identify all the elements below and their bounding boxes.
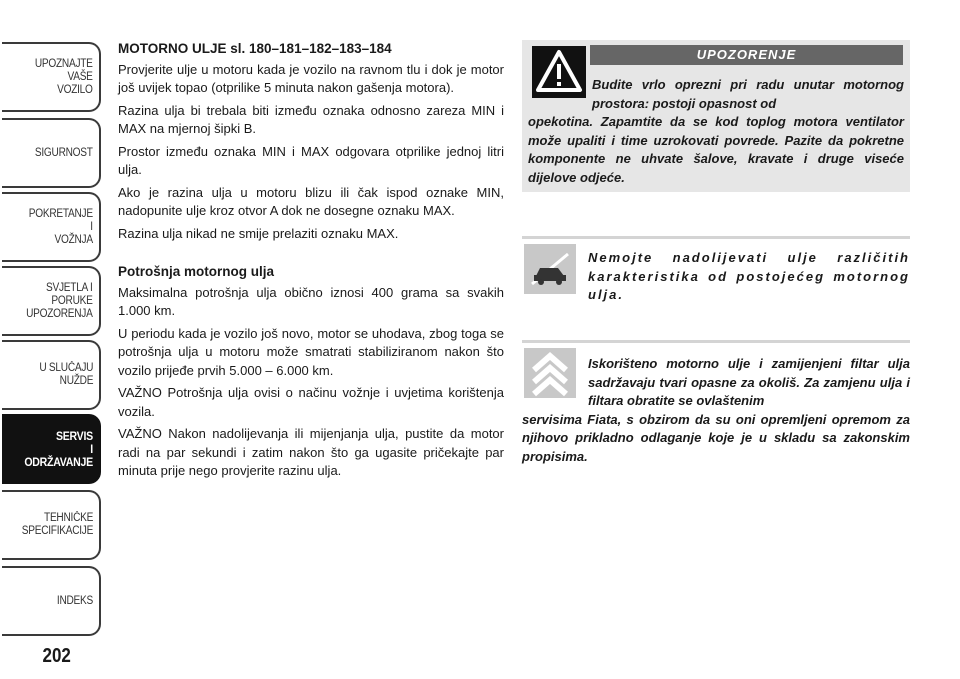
paragraph: VAŽNO Potrošnja ulja ovisi o načinu vožnje i uvjetima korištenja vozila. [118,385,504,419]
paragraph: Prostor između oznaka MIN i MAX odgovara otprilike jednoj litri ulja. [118,143,504,177]
tab-servis-i-odrzavanje[interactable] [2,414,101,484]
tab-label: SERVIS I ODRŽAVANJE [24,428,93,469]
section-heading: MOTORNO ULJE sl. 180–181–182–183–184 [118,41,392,56]
paragraph: U periodu kada je vozilo još novo, motor se uhodava, zbog toga se potrošnja ulja u motoru može smatrati stabiliziranom nakon što vozilo prijeđe prvih 5.000 – 6.000 km. [118,325,504,378]
tab-label: UPOZNAJTE VAŠE VOZILO [35,57,93,96]
tab-indeks[interactable] [2,566,101,636]
warning-box [522,40,910,192]
tab-label: POKRETANJE I VOŽNJA [28,207,93,246]
tab-sigurnost[interactable] [2,118,101,188]
note-text-first: Iskorišteno motorno ulje i zamijenjeni filtar ulja sadržavaju tvari opasne za okoliš. Za zamjenu ulja i filtara obratite se ovlaštenim [588,356,910,408]
divider [522,340,910,343]
paragraph: Ako je razina ulja u motoru blizu ili čak ispod oznake MIN, nadopunite ulje kroz otvor A dok ne dosegne oznaku MAX. [118,184,504,218]
tab-label: U SLUČAJU NUŽDE [39,362,93,387]
tab-label: SVJETLA I PORUKE UPOZORENJA [26,281,93,320]
chapter-sidebar [0,0,104,679]
paragraph: Provjerite ulje u motoru kada je vozilo na ravnom tlu i dok je motor još uvijek topao (otprilike 5 minuta nakon gašenja motora). [118,61,504,95]
warning-text-first: Budite vrlo oprezni pri radu unutar motornog prostora: postoji opasnost od [592,77,904,111]
tab-label: TEHNIČKE SPECIFIKACIJE [21,512,93,537]
tab-upoznajte-vase-vozilo[interactable] [2,42,101,112]
tab-u-slucaju-nuzde[interactable] [2,340,101,410]
subsection-heading: Potrošnja motornog ulja [118,264,275,279]
paragraph: Razina ulja nikad ne smije prelaziti oznaku MAX. [118,225,399,241]
tab-svjetla-i-poruke[interactable] [2,266,101,336]
note-text: Nemojte nadolijevati ulje različitih karakteristika od postojećeg motornog ulja. [588,250,910,302]
tab-tehnicke-specifikacije[interactable] [2,490,101,560]
divider [522,236,910,239]
paragraph: Razina ulja bi trebala biti između oznaka odnosno zareza MIN i MAX na mjernoj šipki B. [118,102,504,136]
tab-label: INDEKS [56,594,93,607]
warning-text [522,76,904,187]
note-oil-type [522,249,910,305]
note-text-rest: servisima Fiata, s obzirom da su oni opremljeni opremom za njihovo prikladno odlaganje koje je u skladu sa zakonskim propisima. [522,411,910,464]
paragraph: Maksimalna potrošnja ulja obično iznosi 400 grama sa svakih 1.000 km. [118,284,504,318]
warning-title: UPOZORENJE [590,45,903,65]
page-number: 202 [42,645,71,667]
note-environment [522,355,910,466]
paragraph: VAŽNO Nakon nadolijevanja ili mijenjanja ulja, pustite da motor radi na par sekundi i zatim nakon što ga ugasite pričekajte par minuta prije nego provjerite razinu ulja. [118,426,504,478]
tab-pokretanje-i-voznja[interactable] [2,192,101,262]
tab-label: SIGURNOST [35,146,93,159]
warning-text-rest: opekotina. Zapamtite da se kod toplog motora ventilator može upaliti i time uzrokovati povrede. Pazite da pokretne komponente ne uhvate šalove, kravate i druge viseće dijelove odjeće. [528,114,904,185]
main-text-column [118,40,504,485]
